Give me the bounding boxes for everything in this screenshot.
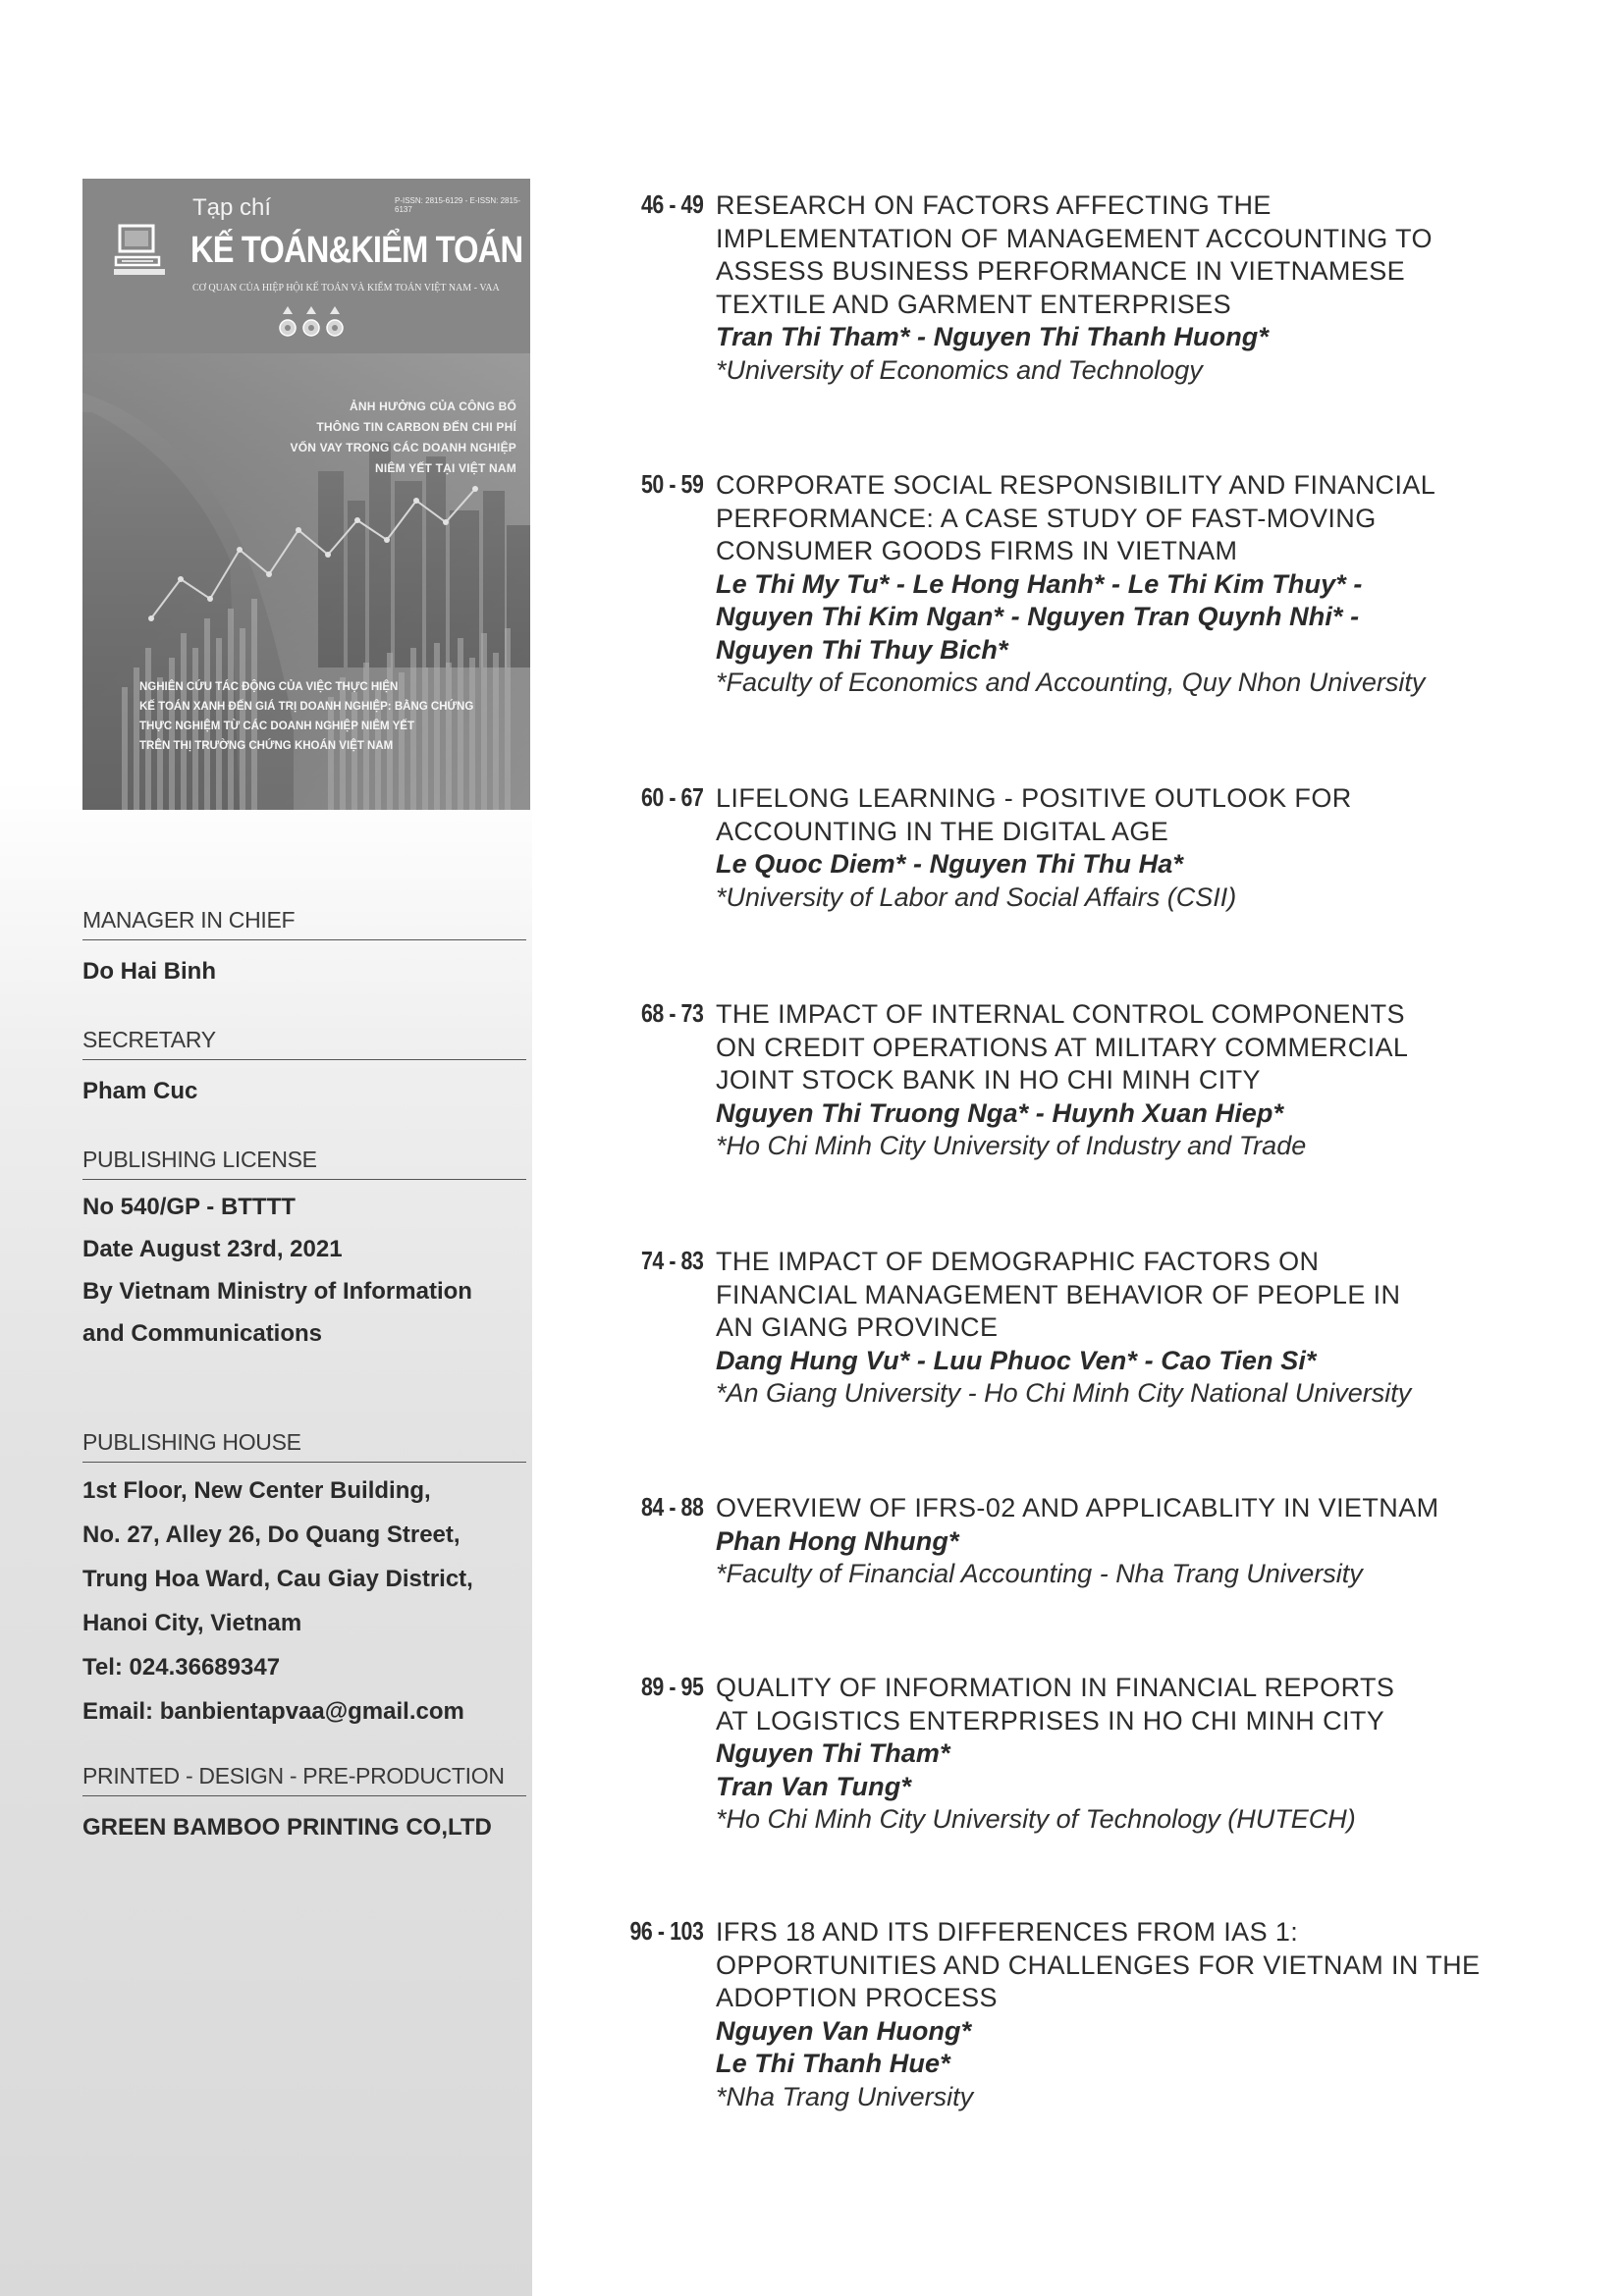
toc-authors-line: Le Thi My Tu* - Le Hong Hanh* - Le Thi Kim Thuy* - — [716, 568, 1363, 599]
house-line: Hanoi City, Vietnam — [82, 1610, 302, 1636]
toc-page-range: 46 - 49 — [640, 189, 703, 219]
toc-affiliation: *An Giang University - Ho Chi Minh City National University — [716, 1378, 1412, 1408]
toc-entry-body — [716, 998, 1599, 1163]
toc-authors-line: Le Quoc Diem* - Nguyen Thi Thu Ha* — [716, 849, 1183, 879]
cover-headline-right-line: VỐN VAY TRONG CÁC DOANH NGHIỆP — [290, 441, 516, 454]
license-label: PUBLISHING LICENSE — [82, 1147, 526, 1180]
secretary-label: SECRETARY — [82, 1027, 526, 1060]
toc-title-line: AN GIANG PROVINCE — [716, 1312, 999, 1342]
toc-affiliation: *University of Economics and Technology — [716, 354, 1203, 385]
toc-title-line: THE IMPACT OF DEMOGRAPHIC FACTORS ON — [716, 1247, 1320, 1276]
toc-entry-body — [716, 1916, 1599, 2113]
toc-title-line: RESEARCH ON FACTORS AFFECTING THE — [716, 190, 1272, 220]
printer-label: PRINTED - DESIGN - PRE-PRODUCTION — [82, 1763, 526, 1796]
toc-title-line: ADOPTION PROCESS — [716, 1983, 998, 2012]
license-line: and Communications — [82, 1320, 323, 1347]
toc-authors-line: Nguyen Thi Kim Ngan* - Nguyen Tran Quynh Nhi* - — [716, 602, 1360, 631]
toc-authors-line: Nguyen Thi Tham* — [716, 1738, 950, 1768]
toc-entry-body — [716, 1492, 1599, 1591]
house-line: 1st Floor, New Center Building, — [82, 1477, 431, 1504]
cover-headline-left — [139, 677, 493, 756]
toc-affiliation: *Ho Chi Minh City University of Technology (HUTECH) — [716, 1804, 1356, 1834]
manager-label: MANAGER IN CHIEF — [82, 907, 526, 940]
toc-title-line: TEXTILE AND GARMENT ENTERPRISES — [716, 289, 1232, 319]
toc-authors-line: Nguyen Thi Thuy Bich* — [716, 634, 1008, 665]
toc-entry-body — [716, 469, 1599, 700]
toc-authors-line: Dang Hung Vu* - Luu Phuoc Ven* - Cao Tien Si* — [716, 1345, 1317, 1375]
toc-authors-line: Phan Hong Nhung* — [716, 1525, 959, 1556]
toc-title-line: JOINT STOCK BANK IN HO CHI MINH CITY — [716, 1065, 1261, 1095]
printer-name: GREEN BAMBOO PRINTING CO,LTD — [82, 1814, 492, 1841]
license-line: By Vietnam Ministry of Information — [82, 1278, 472, 1305]
house-phone: Tel: 024.36689347 — [82, 1654, 281, 1681]
publishing-house-details — [82, 1468, 526, 1734]
cover-headline-left-line: NGHIÊN CỨU TÁC ĐỘNG CỦA VIỆC THỰC HIỆN — [139, 681, 399, 693]
house-line: Trung Hoa Ward, Cau Giay District, — [82, 1566, 473, 1592]
toc-page-range: 74 - 83 — [640, 1246, 703, 1275]
toc-affiliation: *Ho Chi Minh City University of Industry and Trade — [716, 1131, 1307, 1160]
toc-authors-line: Nguyen Thi Truong Nga* - Huynh Xuan Hiep* — [716, 1097, 1284, 1128]
toc-title-line: CORPORATE SOCIAL RESPONSIBILITY AND FINANCIAL — [716, 470, 1436, 500]
toc-title-line: CONSUMER GOODS FIRMS IN VIETNAM — [716, 536, 1238, 565]
toc-title-line: PERFORMANCE: A CASE STUDY OF FAST-MOVING — [716, 503, 1377, 533]
cover-headline-right-line: NIÊM YẾT TẠI VIỆT NAM — [375, 461, 516, 475]
toc-page-range: 89 - 95 — [640, 1672, 703, 1701]
publishing-house-label: PUBLISHING HOUSE — [82, 1429, 526, 1463]
toc-authors-line: Le Thi Thanh Hue* — [716, 2049, 950, 2078]
toc-entry-body — [716, 189, 1599, 387]
toc-page-range: 68 - 73 — [640, 998, 703, 1028]
toc-entry-body — [716, 1246, 1599, 1411]
toc-title-line: ACCOUNTING IN THE DIGITAL AGE — [716, 816, 1169, 846]
cover-magazine-label: Tạp chí — [192, 194, 272, 221]
toc-title-line: IMPLEMENTATION OF MANAGEMENT ACCOUNTING TO — [716, 223, 1433, 253]
toc-title-line: THE IMPACT OF INTERNAL CONTROL COMPONENTS — [716, 999, 1405, 1029]
license-line: Date August 23rd, 2021 — [82, 1236, 343, 1262]
toc-title-line: ON CREDIT OPERATIONS AT MILITARY COMMERCIAL — [716, 1032, 1409, 1062]
manager-name: Do Hai Binh — [82, 958, 216, 985]
house-line: No. 27, Alley 26, Do Quang Street, — [82, 1522, 460, 1548]
masthead — [82, 907, 526, 1842]
cover-issn: P-ISSN: 2815-6129 - E-ISSN: 2815-6137 — [395, 196, 521, 214]
cover-headline-right-line: THÔNG TIN CARBON ĐẾN CHI PHÍ — [316, 420, 516, 434]
cover-headline-right-line: ẢNH HƯỞNG CỦA CÔNG BỐ — [350, 400, 516, 413]
toc-page-range: 50 - 59 — [640, 469, 703, 499]
toc-title-line: AT LOGISTICS ENTERPRISES IN HO CHI MINH CITY — [716, 1705, 1385, 1735]
toc-entry-body — [716, 782, 1599, 914]
toc-title-line: QUALITY OF INFORMATION IN FINANCIAL REPORTS — [716, 1673, 1395, 1702]
toc-title-line: ASSESS BUSINESS PERFORMANCE IN VIETNAMESE — [716, 256, 1406, 286]
toc-title-line: OVERVIEW OF IFRS-02 AND APPLICABLITY IN VIETNAM — [716, 1493, 1439, 1522]
cover-subtitle: CƠ QUAN CỦA HIỆP HỘI KẾ TOÁN VÀ KIỂM TOÁN VIỆT NAM - VAA — [192, 283, 500, 294]
toc-authors-line: Tran Van Tung* — [716, 1771, 911, 1801]
toc-title-line: LIFELONG LEARNING - POSITIVE OUTLOOK FOR — [716, 783, 1352, 813]
house-email: Email: banbientapvaa@gmail.com — [82, 1698, 464, 1725]
magazine-cover — [82, 179, 530, 810]
toc-page-range: 84 - 88 — [640, 1492, 703, 1522]
license-details — [82, 1186, 526, 1355]
toc-authors-line: Nguyen Van Huong* — [716, 2015, 972, 2046]
license-line: No 540/GP - BTTTT — [82, 1194, 296, 1220]
cover-headline-right — [261, 397, 516, 479]
toc-page-range: 96 - 103 — [629, 1916, 703, 1946]
toc-title-line: IFRS 18 AND ITS DIFFERENCES FROM IAS 1: — [716, 1917, 1299, 1947]
toc-page-range: 60 - 67 — [640, 782, 703, 812]
cover-headline-left-line: THỰC NGHIỆM TỪ CÁC DOANH NGHIỆP NIÊM YẾT — [139, 721, 414, 732]
toc-title-line: FINANCIAL MANAGEMENT BEHAVIOR OF PEOPLE IN — [716, 1279, 1401, 1309]
toc-affiliation: *Faculty of Financial Accounting - Nha Trang University — [716, 1559, 1363, 1588]
cover-title: KẾ TOÁN&KIỂM TOÁN — [190, 230, 523, 271]
toc-affiliation: *Faculty of Economics and Accounting, Quy Nhon University — [716, 667, 1426, 697]
secretary-name: Pham Cuc — [82, 1078, 198, 1104]
award-medals-icon — [279, 306, 348, 347]
toc-authors-line: Tran Thi Tham* - Nguyen Thi Thanh Huong* — [716, 322, 1269, 351]
toc-title-line: OPPORTUNITIES AND CHALLENGES FOR VIETNAM IN THE — [716, 1949, 1481, 1980]
cover-headline-left-line: TRÊN THỊ TRƯỜNG CHỨNG KHOÁN VIỆT NAM — [139, 740, 394, 752]
computer-icon — [112, 222, 181, 281]
toc-affiliation: *University of Labor and Social Affairs (CSII) — [716, 881, 1237, 912]
toc-entry-body — [716, 1672, 1599, 1837]
toc-affiliation: *Nha Trang University — [716, 2081, 974, 2111]
cover-headline-left-line: KẾ TOÁN XANH ĐẾN GIÁ TRỊ DOANH NGHIỆP: BẰNG CHỨNG — [139, 701, 474, 713]
